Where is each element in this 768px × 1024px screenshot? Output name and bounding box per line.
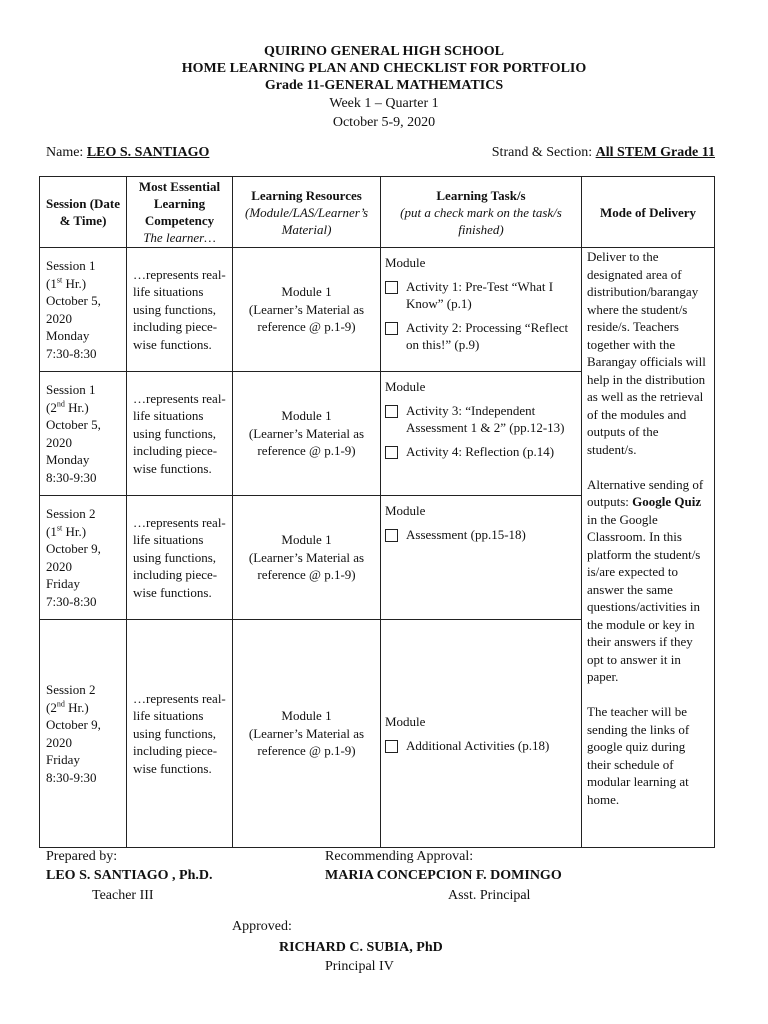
resources-cell: Module 1 (Learner’s Material as reference @ p.1-9) [233,248,381,372]
mode-para-2: Alternative sending of outputs: Google Quiz in the Google Classroom. In this platform the student/s is/are expected to answer the same questions/activities in the module or key in their answers if they opt to answer it in paper. [587,476,704,684]
resources-cell: Module 1 (Learner’s Material as reference @ p.1-9) [233,496,381,620]
tasks-cell [381,620,582,848]
task-item [385,402,577,437]
learning-plan-table [39,176,715,848]
document-title: HOME LEARNING PLAN AND CHECKLIST FOR PORTFOLIO [181,61,587,76]
tasks-cell [381,248,582,372]
task-item [385,737,577,755]
name-label: Name: [46,145,84,160]
header-tasks: Learning Task/s (put a check mark on the task/s finished) [381,177,582,248]
task-checkbox[interactable] [385,529,398,542]
tasks-cell [381,372,582,496]
competency-cell: …represents real-life situations using functions, including piece-wise functions. [127,248,233,372]
recommending-label: Recommending Approval: [325,849,474,864]
header-mode: Mode of Delivery [582,177,715,248]
task-label: Activity 4: Reflection (p.14) [406,443,555,459]
strand-line [492,145,715,161]
recommending-title: Asst. Principal [448,888,531,903]
task-checkbox[interactable] [385,281,398,294]
header-competency-sub: The learner… [143,230,216,245]
task-checkbox[interactable] [385,322,398,335]
task-checkbox[interactable] [385,405,398,418]
school-name: QUIRINO GENERAL HIGH SCHOOL [264,44,504,59]
header-session: Session (Date & Time) [40,177,127,248]
session-cell: Session 1 (2nd Hr.) October 5, 2020 Monday 8:30-9:30 [40,372,127,496]
header-competency: Most Essential Learning Competency The learner… [127,177,233,248]
task-heading: Module [385,379,426,394]
task-item [385,319,577,354]
prepared-title: Teacher III [92,888,154,903]
subject-title: Grade 11-GENERAL MATHEMATICS [264,78,504,93]
table-header-row [40,177,715,248]
strand-label: Strand & Section: [491,145,593,160]
task-label: Assessment (pp.15-18) [406,526,526,542]
approved-label: Approved: [232,919,292,934]
mode-of-delivery-cell [582,248,715,848]
approved-title: Principal IV [325,959,394,974]
name-line [46,145,209,161]
task-heading: Module [385,503,426,518]
task-heading: Module [385,255,426,270]
task-label: Activity 2: Processing “Reflect on this!” (p.9) [406,319,569,352]
task-heading: Module [385,714,426,729]
table-row [40,248,715,372]
competency-cell: …represents real-life situations using functions, including piece-wise functions. [127,620,233,848]
task-item [385,443,577,461]
task-item [385,526,577,544]
week-quarter: Week 1 – Quarter 1 [329,96,439,111]
recommending-name: MARIA CONCEPCION F. DOMINGO [325,868,562,883]
resources-cell: Module 1 (Learner’s Material as reference @ p.1-9) [233,620,381,848]
tasks-cell [381,496,582,620]
task-checkbox[interactable] [385,740,398,753]
session-cell: Session 1 (1st Hr.) October 5, 2020 Monday 7:30-8:30 [40,248,127,372]
header-tasks-sub: (put a check mark on the task/s finished) [400,204,562,237]
date-range: October 5-9, 2020 [332,115,436,130]
task-label: Additional Activities (p.18) [406,737,550,753]
mode-para-3: The teacher will be sending the links of google quiz during their schedule of modular learning at home. [587,704,690,807]
session-cell: Session 2 (2nd Hr.) October 9, 2020 Friday 8:30-9:30 [40,620,127,848]
prepared-label: Prepared by: [46,849,118,864]
name-value: LEO S. SANTIAGO [86,145,210,160]
strand-value: All STEM Grade 11 [595,145,715,160]
task-item [385,278,577,313]
task-checkbox[interactable] [385,446,398,459]
competency-cell: …represents real-life situations using functions, including piece-wise functions. [127,496,233,620]
competency-cell: …represents real-life situations using functions, including piece-wise functions. [127,372,233,496]
prepared-name: LEO S. SANTIAGO , Ph.D. [46,868,213,883]
approved-name: RICHARD C. SUBIA, PhD [279,940,443,955]
task-label: Activity 3: “Independent Assessment 1 & 2” (pp.12-13) [406,402,565,435]
header-resources: Learning Resources (Module/LAS/Learner’s Material) [233,177,381,248]
task-label: Activity 1: Pre-Test “What I Know” (p.1) [406,278,554,311]
mode-para-1: Deliver to the designated area of distribution/barangay where the student/s reside/s. Teachers together with the Barangay officials will help in the distribution as well as the retrieval of the modules and outputs of the student/s. [587,249,706,457]
header-resources-sub: (Module/LAS/Learner’s Material) [244,204,369,237]
session-cell: Session 2 (1st Hr.) October 9, 2020 Friday 7:30-8:30 [40,496,127,620]
resources-cell: Module 1 (Learner’s Material as reference @ p.1-9) [233,372,381,496]
